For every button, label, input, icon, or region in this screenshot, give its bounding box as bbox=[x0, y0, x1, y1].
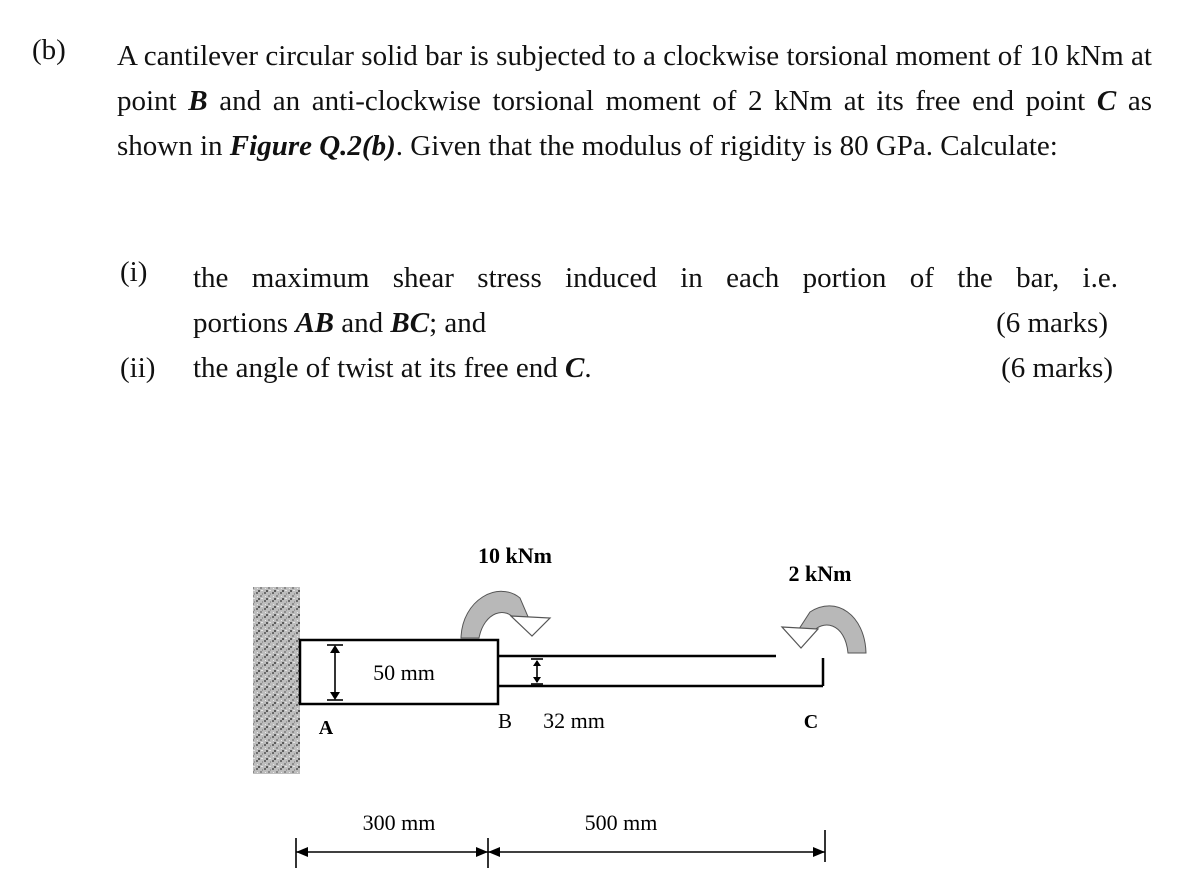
question-text-3: as shown in bbox=[117, 85, 1152, 162]
point-label-a: A bbox=[318, 717, 334, 739]
portion-ab-ref: AB bbox=[295, 307, 334, 339]
moment-label-b: 10 kNm bbox=[478, 543, 552, 568]
subquestion-2-marks: (6 marks) bbox=[1001, 352, 1113, 384]
anticlockwise-moment-arrow bbox=[782, 606, 866, 653]
length-dimension-lines bbox=[296, 830, 825, 868]
portion-bc-ref: BC bbox=[390, 307, 430, 339]
subquestion-2-number: (ii) bbox=[120, 352, 156, 384]
subquestion-1-line-1: the maximum shear stress induced in each portion of the bar, i.e. bbox=[193, 262, 1118, 294]
subquestion-1-text-and: and bbox=[334, 307, 391, 339]
question-text-1: A cantilever circular solid bar is subjected to a clockwise torsional moment of 10 kNm at point bbox=[117, 40, 1152, 117]
subquestion-1-text: portions bbox=[193, 307, 296, 339]
subquestion-1-marks: (6 marks) bbox=[996, 307, 1108, 339]
figure-ref: Figure Q.2(b) bbox=[229, 130, 396, 162]
length-label-ab: 300 mm bbox=[362, 810, 436, 835]
fixed-wall-support bbox=[253, 587, 300, 774]
clockwise-moment-arrow bbox=[461, 591, 550, 638]
point-c-ref-2: C bbox=[565, 352, 585, 384]
point-label-c: C bbox=[803, 711, 819, 733]
point-label-b: B bbox=[497, 709, 513, 733]
length-label-bc: 500 mm bbox=[584, 810, 658, 835]
point-b-ref: B bbox=[188, 85, 208, 117]
subquestion-2-text-main: the angle of twist at its free end bbox=[193, 352, 566, 384]
moment-label-c: 2 kNm bbox=[788, 561, 852, 586]
point-c-ref: C bbox=[1096, 85, 1117, 117]
subquestion-1-text-end: ; and bbox=[429, 307, 487, 339]
part-label: (b) bbox=[32, 34, 66, 66]
question-text-2: and an anti-clockwise torsional moment of 2 kNm at its free end point bbox=[207, 85, 1097, 117]
question-text-4: . Given that the modulus of rigidity is 80 GPa. Calculate: bbox=[395, 130, 1058, 162]
subquestion-2-text-end: . bbox=[584, 352, 592, 384]
subquestion-1-number: (i) bbox=[120, 256, 148, 288]
diameter-label-ab: 50 mm bbox=[373, 660, 435, 685]
diameter-label-bc: 32 mm bbox=[543, 708, 605, 733]
bar-segment-bc bbox=[498, 656, 823, 686]
diameter-arrow-bc bbox=[531, 659, 543, 684]
